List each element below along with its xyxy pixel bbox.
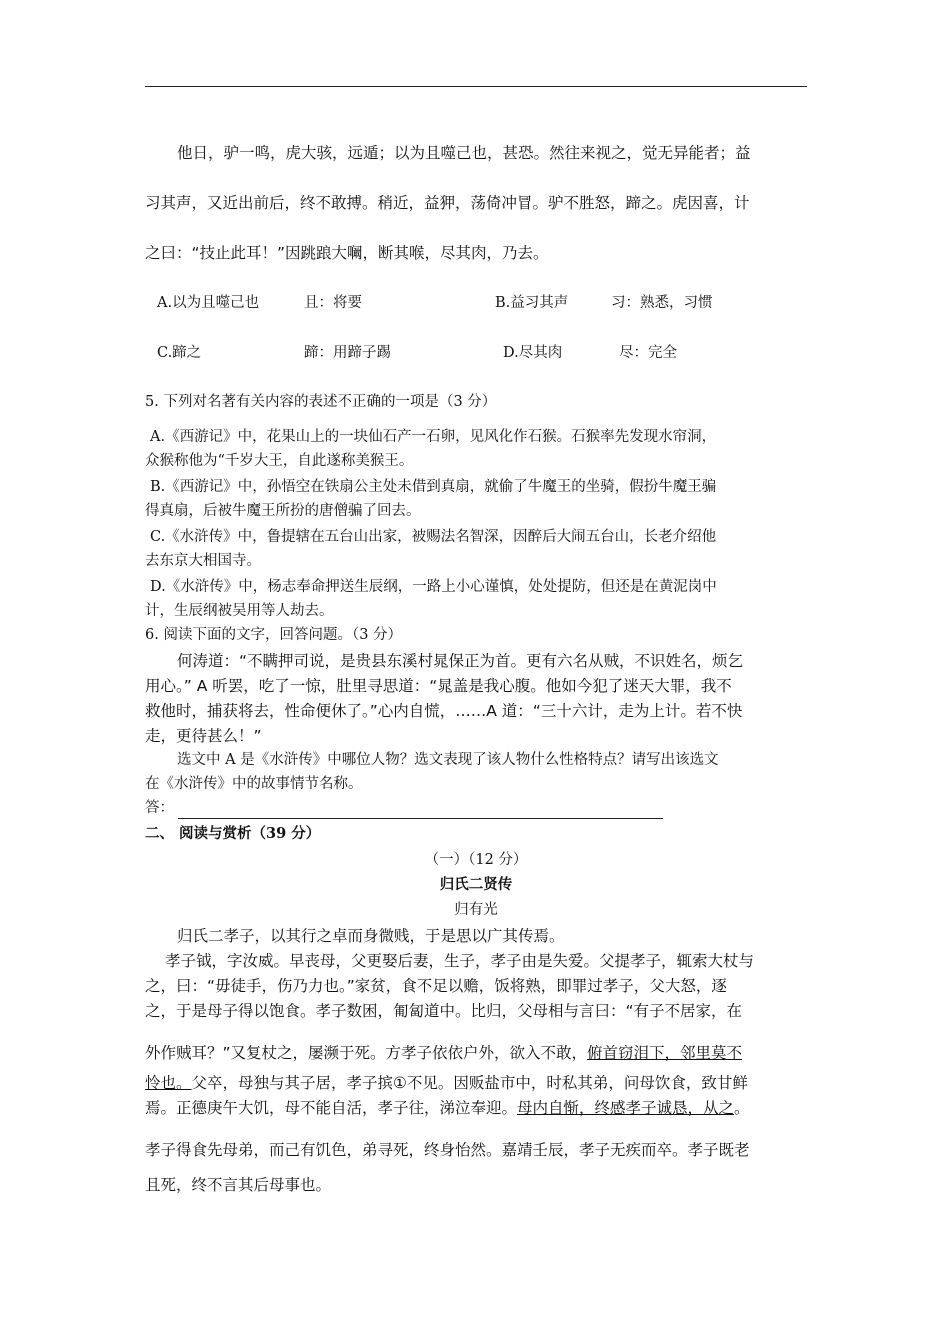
essay-line-8: 孝子得食先母弟，而己有饥色，弟寻死，终身怡然。嘉靖壬辰，孝子无疾而卒。孝子既老 [145, 1141, 750, 1159]
option-b-definition: 习：熟悉，习惯 [611, 295, 713, 311]
option-d-definition: 尽：完全 [619, 345, 677, 361]
header-rule [145, 86, 807, 87]
q6-passage-line3: 救他时，捕获将去，性命便休了。”心内自慌，……A 道：“三十六计，走为上计。若不快 [145, 702, 743, 720]
q6-passage-line1: 何涛道：“不瞒押司说，是贵县东溪村晁保正为首。更有六名从贼，不识姓名，烦乞 [177, 652, 744, 670]
option-b: B.益习其声 [495, 295, 569, 311]
answer-row [145, 797, 663, 819]
essay-line-7 [145, 1097, 750, 1119]
essay-line-5-text: 外作贼耳？”又复杖之，屡濒于死。方孝子依依户外，欲入不敢， [145, 1044, 588, 1062]
subsection-heading: （一）（12 分） [424, 852, 528, 868]
passage-line-3: 之曰：“技止此耳！”因跳踉大㘎，断其喉，尽其肉，乃去。 [145, 244, 549, 262]
q5-option-c-line1: C.《水浒传》中，鲁提辖在五台山出家，被赐法名智深，因醉后大闹五台山，长老介绍他 [150, 529, 717, 545]
option-a: A.以为且噬己也 [157, 295, 260, 311]
q5-option-d-line2: 计，生辰纲被吴用等人劫去。 [145, 603, 334, 619]
essay-line-3: 之，曰：“毋徒手，伤乃力也。”家贫，食不足以赡，饭将熟，即罪过孝子，父大怒，逐 [145, 977, 727, 995]
answer-label: 答： [145, 800, 174, 816]
question-6-title: 6. 阅读下面的文字，回答问题。（3 分） [145, 627, 403, 643]
q6-passage-line4: 走，更待甚么！” [145, 727, 262, 745]
q5-option-b-line1: B.《西游记》中，孙悟空在铁扇公主处未借到真扇，就偷了牛魔王的坐骑，假扮牛魔王骗 [150, 479, 717, 495]
essay-author: 归有光 [454, 902, 498, 918]
essay-line-6-text: 父卒，母独与其子居，孝子摈①不见。因贩盐市中，时私其弟，问母饮食，致甘鲜 [191, 1074, 748, 1092]
essay-line-7-end: 。 [734, 1099, 750, 1117]
essay-title: 归氏二贤传 [439, 876, 513, 893]
essay-line-5 [145, 1042, 742, 1064]
option-a-definition: 且：将要 [304, 295, 362, 311]
passage-line-1: 他日，驴一鸣，虎大骇，远遁；以为且噬己也，甚恐。然往来视之，觉无异能者；益 [177, 144, 751, 162]
essay-line-6 [145, 1072, 748, 1094]
underlined-phrase-1-end: 怜也。 [145, 1074, 192, 1092]
section-2-heading: 二、 阅读与赏析（39 分） [145, 825, 321, 842]
question-5-title: 5. 下列对名著有关内容的表述不正确的一项是（3 分） [145, 394, 497, 410]
q6-question-line1: 选文中 A 是《水浒传》中哪位人物？选文表现了该人物什么性格特点？请写出该选文 [177, 752, 719, 768]
q5-option-c-line2: 去东京大相国寺。 [145, 553, 261, 569]
option-c: C.蹄之 [157, 345, 202, 361]
essay-line-2: 孝子钺，字汝威。早丧母，父更娶后妻，生子，孝子由是失爱。父提孝子，辄索大杖与 [165, 952, 755, 970]
q5-option-a-line1: A.《西游记》中，花果山上的一块仙石产一石卵，见风化作石猴。石猴率先发现水帘洞， [150, 429, 717, 445]
essay-line-4: 之，于是母子得以饱食。孝子数困，匍匐道中。比归，父母相与言曰：“有子不居家，在 [145, 1002, 743, 1020]
q5-option-d-line1: D.《水浒传》中，杨志奉命押送生辰纲，一路上小心谨慎，处处提防，但还是在黄泥岗中 [150, 579, 717, 595]
option-c-definition: 蹄：用蹄子踢 [304, 345, 391, 361]
underlined-phrase-2: 母内自惭，终感孝子诚恳，从之 [517, 1099, 735, 1117]
essay-line-1: 归氏二孝子，以其行之卓而身微贱，于是思以广其传焉。 [177, 927, 565, 945]
answer-blank-line [178, 804, 663, 819]
q6-question-line2: 在《水浒传》中的故事情节名称。 [145, 776, 363, 792]
option-d: D.尽其肉 [503, 345, 563, 361]
q5-option-b-line2: 得真扇，后被牛魔王所扮的唐僧骗了回去。 [145, 503, 421, 519]
q5-option-a-line2: 众猴称他为“千岁大王，自此遂称美猴王。 [145, 453, 414, 469]
essay-line-9: 且死，终不言其后母事也。 [145, 1176, 332, 1194]
q6-passage-line2: 用心。” A 听罢，吃了一惊，肚里寻思道：“晁盖是我心腹。他如今犯了迷天大罪，我不 [145, 677, 732, 695]
passage-line-2: 习其声，又近出前后，终不敢搏。稍近，益狎，荡倚冲冒。驴不胜怒，蹄之。虎因喜，计 [145, 194, 750, 212]
underlined-phrase-1: 俯首窃泪下，邻里莫不 [587, 1044, 743, 1062]
essay-line-7-text: 焉。正德庚午大饥，母不能自活，孝子往，涕泣奉迎。 [145, 1099, 518, 1117]
